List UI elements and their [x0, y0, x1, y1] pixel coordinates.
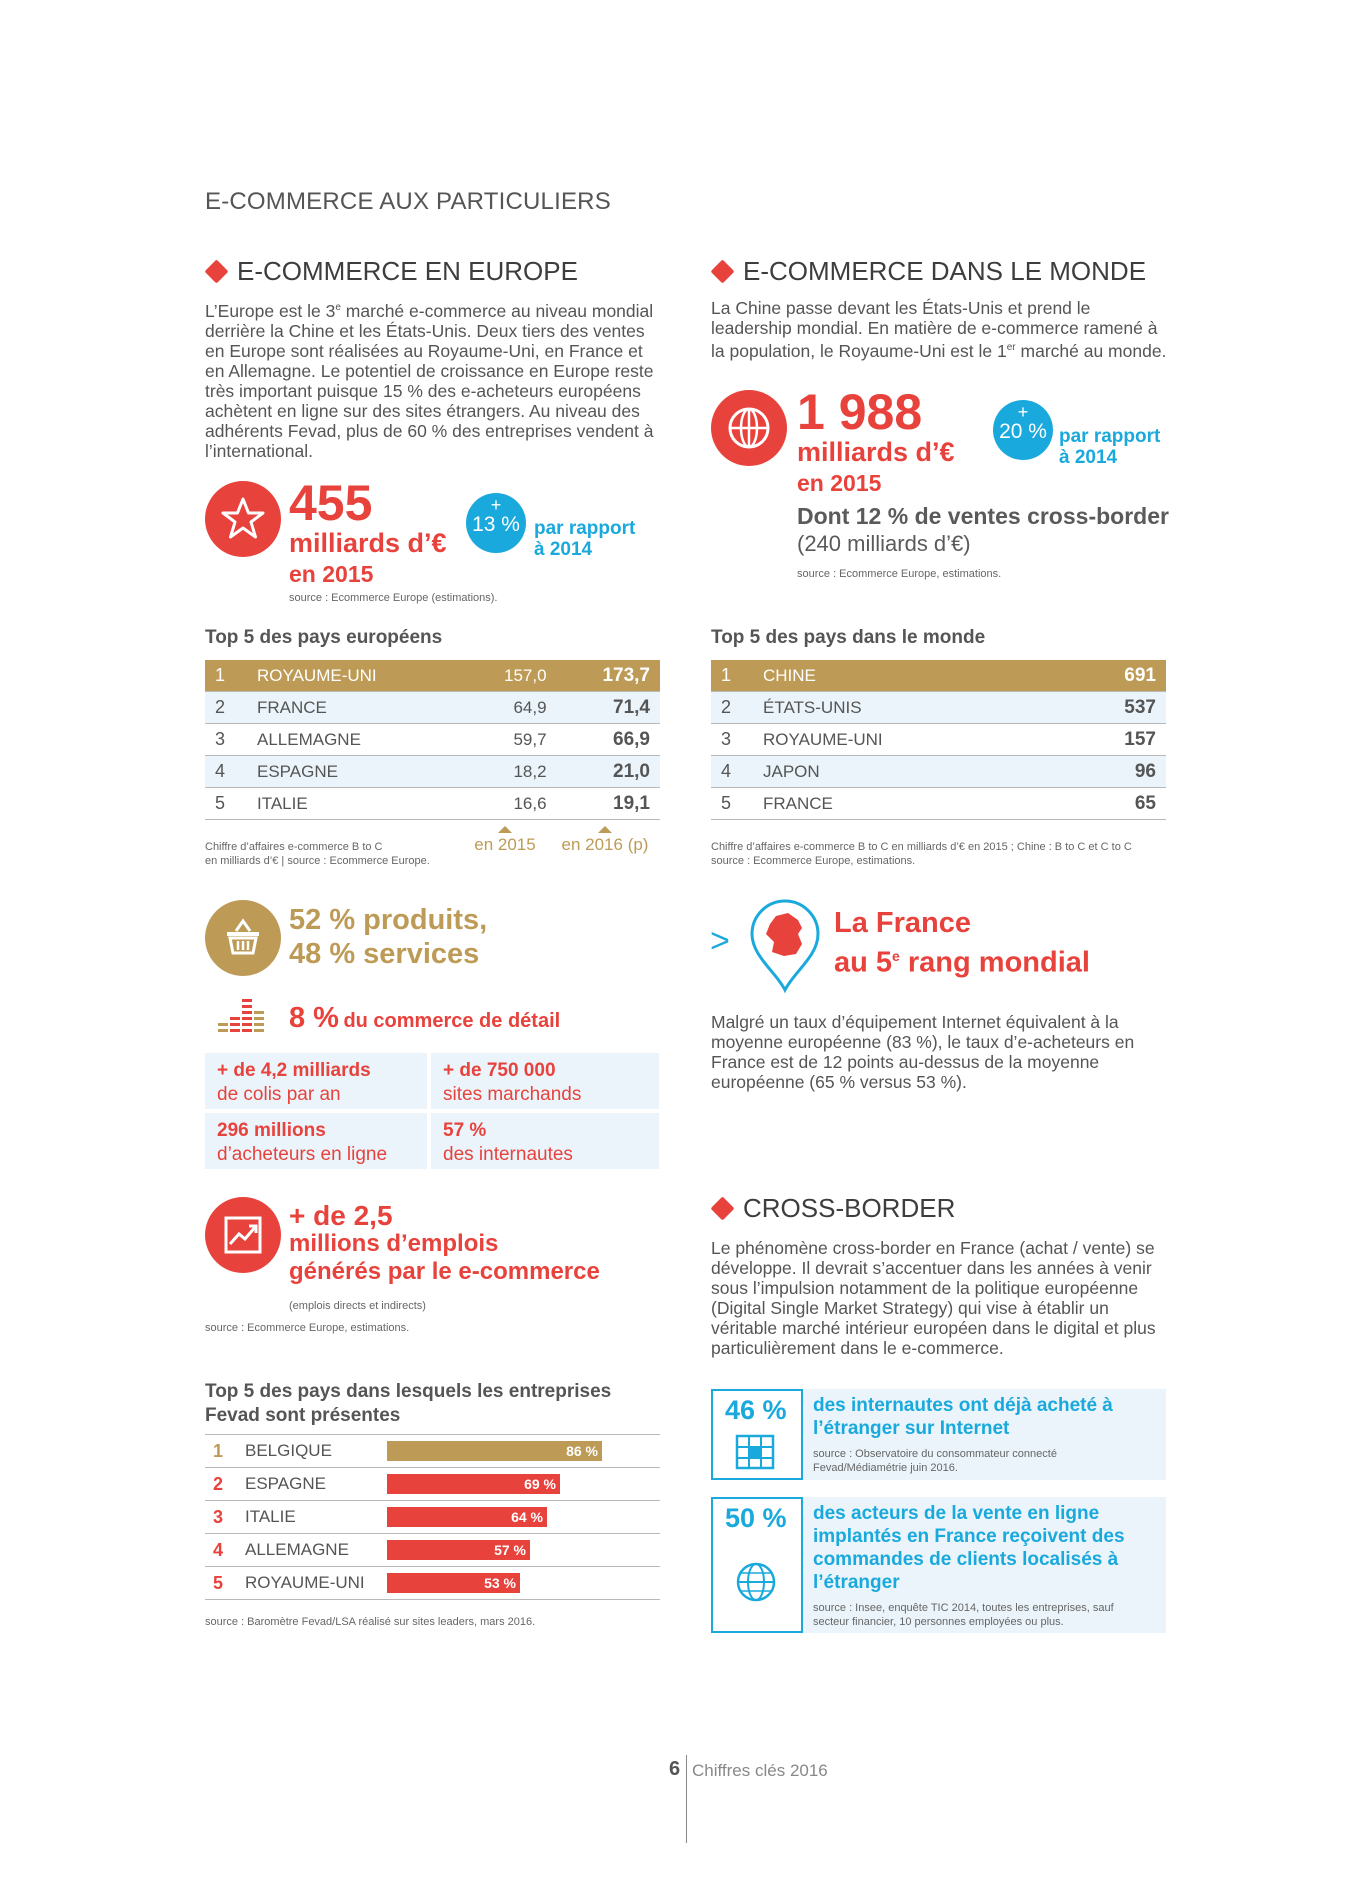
cross-heading-text: CROSS-BORDER: [743, 1193, 956, 1223]
europe-growth-label: [534, 518, 635, 560]
europe-para-post: marché e-commerce au niveau mondial derrière la Chine et les États-Unis. Deux tiers des ventes en Europe sont réalisées au Royaume-Uni, en France et en Allemagne. Le potentiel de croissance en Europe reste très important puisque 15 % des e-acheteurs européens achètent en ligne sur des sites étrangers. Au niveau des adhérents Fevad, plus de 60 % des entreprises vendent à l’international.: [205, 300, 654, 461]
value-cell: 537: [1054, 692, 1166, 724]
europe-heading-text: E-COMMERCE EN EUROPE: [237, 256, 578, 286]
stat-box-sites-strong: + de 750 000: [443, 1060, 556, 1081]
cross-box-sellers-source: source : Insee, enquête TIC 2014, toutes les entreprises, sauf secteur financier, 10 personnes employées ou plus.: [813, 1602, 1114, 1628]
france-rank-post: rang mondial: [899, 946, 1090, 979]
retail-share: [289, 1002, 560, 1035]
bar-rank: 1: [213, 1440, 224, 1461]
bar-row: [205, 1468, 660, 1501]
services-text: 48 % services: [289, 938, 480, 970]
france-arrow-icon: >: [710, 922, 730, 960]
country-cell: FRANCE: [247, 692, 461, 724]
value-cell: 157: [1124, 728, 1156, 750]
products-services: [289, 903, 487, 971]
europe-table: [205, 660, 660, 820]
stat-box-internet-users: [431, 1113, 659, 1169]
cross-box-buyers: [711, 1389, 1166, 1480]
europe-paragraph: [205, 298, 660, 461]
world-table-note-2: source : Ecommerce Europe, estimations.: [711, 855, 916, 867]
bar-value: 53 %: [387, 1573, 520, 1593]
bar-value: 69 %: [387, 1474, 560, 1494]
bar-rank: 2: [213, 1473, 224, 1494]
rank-cell: 4: [205, 756, 247, 788]
cross-box-sellers: [711, 1497, 1166, 1633]
value-cell: 96: [1054, 756, 1166, 788]
europe-unit: milliards d’€: [289, 528, 447, 558]
world-cross-border: Dont 12 % de ventes cross-border: [797, 503, 1169, 529]
legend-2016-label: en 2016 (p): [561, 835, 649, 854]
trend-chart-icon: [205, 1197, 281, 1273]
bar-rank: 4: [213, 1539, 224, 1560]
country-cell: CHINE: [753, 660, 1054, 692]
value-2016-cell: 71,4: [557, 692, 660, 724]
france-rank-title: [834, 907, 1090, 980]
world-year: en 2015: [797, 470, 882, 496]
cross-box-buyers-text: des internautes ont déjà acheté à l’étranger sur Internet: [813, 1395, 1113, 1439]
table-row: [205, 756, 660, 788]
bar-value: 86 %: [387, 1441, 602, 1461]
france-rank-title-1: La France: [834, 907, 971, 939]
stat-box-internet-users-strong: 57 %: [443, 1120, 487, 1141]
legend-2015-label: en 2015: [474, 835, 536, 854]
rank-cell: 3: [721, 729, 732, 749]
world-source: source : Ecommerce Europe, estimations.: [797, 568, 1002, 580]
country-cell: FRANCE: [763, 793, 833, 813]
value-2016-cell: 19,1: [613, 792, 650, 814]
france-rank-sup: e: [892, 948, 900, 964]
world-para-post: marché au monde.: [1015, 340, 1167, 361]
country-cell: ÉTATS-UNIS: [753, 692, 1054, 724]
jobs-line-2: millions d’emplois: [289, 1230, 499, 1257]
bar-value: 64 %: [387, 1507, 547, 1527]
world-unit: milliards d’€: [797, 437, 955, 467]
rank-cell: 4: [711, 756, 753, 788]
europe-table-note-1: Chiffre d’affaires e-commerce B to C: [205, 841, 383, 853]
value-2015-cell: 59,7: [513, 729, 547, 749]
world-table-note: [711, 840, 1132, 868]
presence-title-2: Fevad sont présentes: [205, 1405, 401, 1426]
table-row: [711, 692, 1166, 724]
diamond-bullet-icon: [710, 1196, 734, 1220]
bar-row: [205, 1567, 660, 1600]
table-row: [711, 660, 1166, 692]
europe-value: 455: [289, 475, 373, 531]
rank-cell: 5: [721, 793, 732, 813]
stat-box-parcels: [205, 1053, 427, 1109]
value-cell: 65: [1134, 792, 1156, 814]
triangle-up-icon: [598, 826, 612, 833]
stat-box-sites-light: sites marchands: [443, 1084, 582, 1105]
europe-para-pre: L’Europe est le 3: [205, 300, 336, 321]
city-grid-icon: [735, 1434, 775, 1475]
europe-growth-bubble: [466, 493, 526, 553]
page-number: 6: [669, 1758, 681, 1780]
cross-box-buyers-pct: 46 %: [725, 1395, 787, 1425]
bar-country: ESPAGNE: [245, 1474, 326, 1493]
world-growth-value: 20 %: [999, 420, 1047, 443]
rank-cell: 5: [215, 793, 226, 813]
rank-cell: 1: [205, 660, 247, 692]
retail-label: du commerce de détail: [343, 1010, 561, 1032]
world-growth-label-1: par rapport: [1059, 426, 1161, 447]
products-text: 52 % produits,: [289, 904, 488, 936]
cross-paragraph: Le phénomène cross-border en France (achat / vente) se développe. Il devrait s’accentuer dans les années à venir sous l’impulsion notamment de la politique européenne (Digital Single Market Strategy) qui vise à établir un véritable marché intérieur européen dans le digital et plus particulièrement dans le e-commerce.: [711, 1238, 1156, 1358]
table-row: [205, 692, 660, 724]
cross-heading: [714, 1193, 955, 1224]
rank-cell: 2: [711, 692, 753, 724]
europe-growth-label-1: par rapport: [534, 518, 636, 539]
legend-2016: [555, 826, 655, 855]
country-cell: ALLEMAGNE: [257, 729, 361, 749]
table-row: [205, 660, 660, 692]
bar-country: ROYAUME-UNI: [245, 1573, 365, 1592]
country-cell: JAPON: [753, 756, 1054, 788]
bar-row: [205, 1435, 660, 1468]
world-growth-plus: +: [1017, 402, 1029, 422]
stat-box-buyers-strong: 296 millions: [217, 1120, 326, 1141]
cross-box-buyers-source: source : Observatoire du consommateur connecté Fevad/Médiamétrie juin 2016.: [813, 1448, 1057, 1474]
diamond-bullet-icon: [710, 259, 734, 283]
value-2015-cell: 157,0: [461, 660, 557, 692]
table-row: [205, 788, 660, 820]
value-2016-cell: 66,9: [613, 728, 650, 750]
europe-heading: [208, 256, 578, 287]
world-para-sup: er: [1006, 342, 1016, 353]
star-icon: [205, 481, 281, 557]
bar-row: [205, 1534, 660, 1567]
stat-box-parcels-light: de colis par an: [217, 1084, 341, 1105]
page-title: E-COMMERCE AUX PARTICULIERS: [205, 188, 611, 215]
value-2016-cell: 21,0: [557, 756, 660, 788]
europe-table-note-2: en milliards d’€ | source : Ecommerce Europe.: [205, 855, 430, 867]
triangle-up-icon: [498, 826, 512, 833]
world-table-note-1: Chiffre d’affaires e-commerce B to C en milliards d’€ en 2015 ; Chine : B to C et C to C: [711, 841, 1132, 853]
france-rank-title-2: [834, 940, 1090, 980]
stat-box-sites: [431, 1053, 659, 1109]
legend-2015: [465, 826, 545, 855]
jobs-source: source : Ecommerce Europe, estimations.: [205, 1322, 410, 1334]
footer-label: Chiffres clés 2016: [692, 1761, 828, 1780]
bar-country: ALLEMAGNE: [245, 1540, 349, 1559]
retail-pct: 8 %: [289, 1002, 339, 1034]
europe-year: en 2015: [289, 561, 374, 587]
bar-row: [205, 1501, 660, 1534]
europe-table-title: Top 5 des pays européens: [205, 627, 443, 648]
europe-table-note: [205, 840, 430, 868]
world-growth-label: [1059, 426, 1160, 468]
jobs-stat: [289, 1202, 600, 1286]
stat-box-parcels-strong: + de 4,2 milliards: [217, 1060, 371, 1081]
presence-bars: [205, 1434, 660, 1600]
bar-value: 57 %: [387, 1540, 530, 1560]
value-2015-cell: 18,2: [461, 756, 557, 788]
world-paragraph: [711, 298, 1171, 361]
table-row: [711, 756, 1166, 788]
stat-box-buyers-light: d’acheteurs en ligne: [217, 1144, 388, 1165]
world-table-title: Top 5 des pays dans le monde: [711, 627, 986, 648]
table-row: [711, 724, 1166, 756]
presence-source: source : Baromètre Fevad/LSA réalisé sur sites leaders, mars 2016.: [205, 1616, 536, 1628]
bar-country: BELGIQUE: [245, 1441, 332, 1460]
basket-icon: [205, 900, 281, 976]
europe-growth-value: 13 %: [472, 513, 520, 536]
country-cell: ROYAUME-UNI: [763, 729, 883, 749]
jobs-line-3: générés par le e-commerce: [289, 1258, 600, 1285]
footer-divider: [686, 1755, 687, 1843]
table-row: [711, 788, 1166, 820]
stat-box-buyers: [205, 1113, 427, 1169]
globe-icon: [711, 390, 787, 466]
rank-cell: 2: [205, 692, 247, 724]
cross-box-sellers-pct: 50 %: [725, 1503, 787, 1533]
world-icon: [735, 1561, 777, 1608]
world-table: [711, 660, 1166, 820]
diamond-bullet-icon: [204, 259, 228, 283]
world-para-pre: La Chine passe devant les États-Unis et prend le leadership mondial. En matière de e-commerce ramené à la population, le Royaume-Uni est le 1: [711, 298, 1158, 361]
presence-title-1: Top 5 des pays dans lesquels les entreprises: [205, 1381, 612, 1402]
stat-box-internet-users-light: des internautes: [443, 1144, 573, 1165]
bar-rank: 5: [213, 1572, 224, 1593]
world-cross-border-sub: (240 milliards d’€): [797, 531, 971, 556]
map-pin-france-icon: [748, 898, 822, 999]
france-paragraph: Malgré un taux d’équipement Internet équivalent à la moyenne européenne (83 %), le taux d’e-acheteurs en France est de 12 points au-dessus de la moyenne européenne (65 % versus 53 %).: [711, 1012, 1135, 1092]
rank-cell: 1: [711, 660, 753, 692]
rank-cell: 3: [215, 729, 226, 749]
jobs-note: (emplois directs et indirects): [289, 1300, 426, 1312]
jobs-line-1: + de 2,5: [289, 1200, 393, 1231]
world-growth-label-2: à 2014: [1059, 447, 1118, 468]
world-growth-bubble: [993, 400, 1053, 460]
world-heading: [714, 256, 1146, 287]
bar-country: ITALIE: [245, 1507, 296, 1526]
bar-rank: 3: [213, 1506, 224, 1527]
bar-chart-icon: [218, 995, 266, 1040]
country-cell: ESPAGNE: [247, 756, 461, 788]
country-cell: ROYAUME-UNI: [247, 660, 461, 692]
presence-title: [205, 1380, 611, 1428]
value-cell: 691: [1054, 660, 1166, 692]
world-heading-text: E-COMMERCE DANS LE MONDE: [743, 256, 1147, 286]
value-2016-cell: 173,7: [557, 660, 660, 692]
value-2015-cell: 16,6: [513, 793, 547, 813]
europe-source: source : Ecommerce Europe (estimations).: [289, 592, 498, 604]
cross-box-sellers-text: des acteurs de la vente en ligne implantés en France reçoivent des commandes de clients localisés à l’étranger: [813, 1503, 1125, 1593]
europe-para-sup: e: [335, 302, 341, 313]
europe-growth-plus: +: [490, 495, 502, 515]
europe-growth-label-2: à 2014: [534, 539, 593, 560]
country-cell: ITALIE: [257, 793, 308, 813]
table-row: [205, 724, 660, 756]
france-rank-pre: au 5: [834, 946, 893, 979]
value-2015-cell: 64,9: [461, 692, 557, 724]
world-value: 1 988: [797, 384, 923, 440]
